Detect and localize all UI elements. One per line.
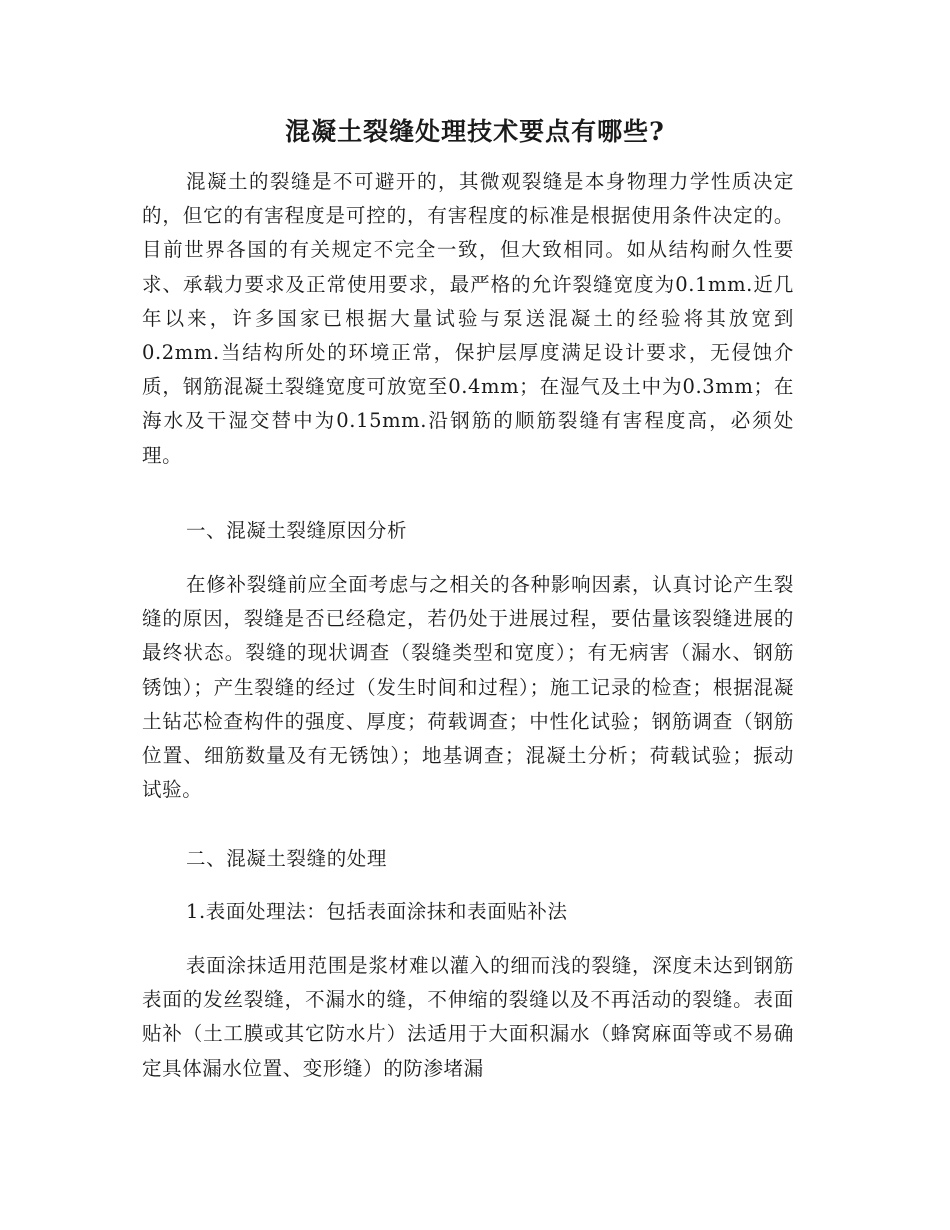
section-heading-crack-treatment <box>142 842 794 876</box>
subsection-heading-surface-treatment <box>142 895 794 929</box>
section-heading-text: 二、混凝土裂缝的处理 <box>186 847 388 870</box>
section-heading-text: 一、混凝土裂缝原因分析 <box>186 519 408 542</box>
document-title: 混凝土裂缝处理技术要点有哪些? <box>285 117 665 146</box>
section-heading-cause-analysis <box>142 514 794 548</box>
intro-text: 混凝土的裂缝是不可避开的，其微观裂缝是本身物理力学性质决定的，但它的有害程度是可控的，有害程度的标准是根据使用条件决定的。目前世界各国的有关规定不完全一致，但大致相同。如从结构耐久性要求、承载力要求及正常使用要求，最严格的允许裂缝宽度为0.1mm.近几年以来，许多国家已根据大量试验与泵送混凝土的经验将其放宽到0.2mm.当结构所处的环境正常，保护层厚度满足设计要求，无侵蚀介质，钢筋混凝土裂缝宽度可放宽至0.4mm；在湿气及土中为0.3mm；在海水及干湿交替中为0.15mm.沿钢筋的顺筋裂缝有害程度高，必须处理。 <box>142 170 794 467</box>
cause-analysis-text: 在修补裂缝前应全面考虑与之相关的各种影响因素，认真讨论产生裂缝的原因，裂缝是否已经稳定，若仍处于进展过程，要估量该裂缝进展的最终状态。裂缝的现状调查（裂缝类型和宽度）；有无病害（漏水、钢筋锈蚀）；产生裂缝的经过（发生时间和过程）；施工记录的检查；根据混凝土钻芯检查构件的强度、厚度；荷载调查；中性化试验；钢筋调查（钢筋位置、细筋数量及有无锈蚀）；地基调查；混凝土分析；荷载试验；振动试验。 <box>142 573 794 802</box>
surface-treatment-paragraph <box>142 949 794 1086</box>
subsection-heading-text: 1.表面处理法：包括表面涂抹和表面贴补法 <box>186 900 568 923</box>
cause-analysis-paragraph <box>142 568 794 807</box>
surface-treatment-text: 表面涂抹适用范围是浆材难以灌入的细而浅的裂缝，深度未达到钢筋表面的发丝裂缝，不漏水的缝，不伸缩的裂缝以及不再活动的裂缝。表面贴补（土工膜或其它防水片）法适用于大面积漏水（蜂窝麻面等或不易确定具体漏水位置、变形缝）的防渗堵漏 <box>142 954 794 1080</box>
intro-paragraph <box>142 165 794 473</box>
